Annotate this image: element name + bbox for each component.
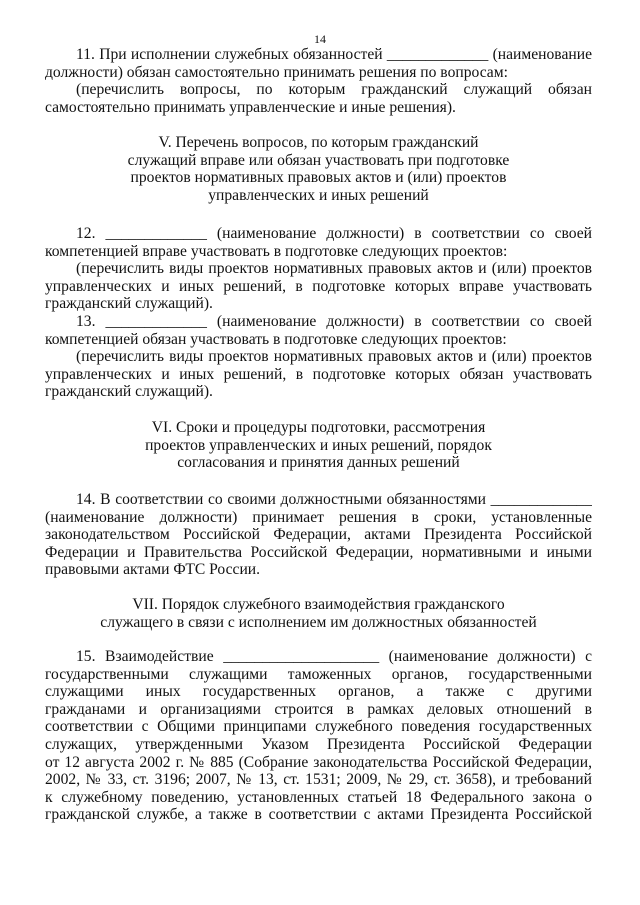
text-line: компетенцией вправе участвовать в подготовке следующих проектов: [45, 242, 508, 260]
text-line: 15. Взаимодействие ____________________ (наименование должности) с [76, 648, 592, 665]
text-line: 2002, № 33, ст. 3196; 2007, № 13, ст. 1531; 2009, № 29, ст. 3658), и требований [45, 771, 592, 789]
text-line: гражданской службе, а также в соответствии с актами Президента Российской [45, 806, 592, 824]
text-line: государственными служащими таможенных органов, государственными [45, 665, 592, 683]
text-line: гражданский служащий). [45, 383, 213, 401]
text-line: служащего в связи с исполнением им должностных обязанностей [100, 613, 537, 631]
paragraph [45, 46, 592, 116]
text-line: V. Перечень вопросов, по которым гражданский [158, 134, 479, 151]
text-line: VII. Порядок служебного взаимодействия гражданского [132, 596, 505, 613]
text-line: Федерации и Правительства Российской Федерации, нормативными и иными [45, 543, 592, 561]
section-heading [45, 596, 592, 631]
text-line: VI. Сроки и процедуры подготовки, рассмотрения [151, 419, 486, 436]
text-line: управленческих и иных решений, в подготовке которых обязан участвовать [45, 365, 592, 383]
section-heading [45, 419, 592, 472]
text-line: к служебному поведению, установленных статьей 18 Федерального закона о [45, 788, 592, 806]
text-line: согласования и принятия данных решений [177, 454, 460, 472]
text-line: гражданский служащий). [45, 295, 213, 313]
text-line: проектов нормативных правовых актов и (или) проектов [130, 169, 507, 187]
text-line: (наименование должности) принимает решения в сроки, установленные [45, 508, 592, 526]
page-number: 14 [314, 32, 326, 46]
text-line: должности) обязан самостоятельно принимать решения по вопросам: [45, 63, 508, 81]
section-heading [45, 134, 592, 204]
text-line: служащий вправе или обязан участвовать при подготовке [127, 151, 510, 169]
text-line: правовыми актами ФТС России. [45, 561, 261, 579]
text-line: служащими иных государственных органов, а также с другими [45, 683, 592, 701]
text-line: (перечислить виды проектов нормативных правовых актов и (или) проектов [76, 348, 592, 366]
text-line: 11. При исполнении служебных обязанностей _____________ (наименование [76, 46, 592, 63]
paragraph [45, 648, 592, 824]
text-line: служащих, утвержденными Указом Президента Российской Федерации [45, 735, 592, 753]
text-line: от 12 августа 2002 г. № 885 (Собрание законодательства Российской Федерации, [45, 753, 592, 771]
text-line: гражданами и организациями строится в рамках деловых отношений в [45, 700, 592, 718]
text-line: самостоятельно принимать управленческие и иные решения). [45, 98, 456, 116]
text-line: законодательством Российской Федерации, актами Президента Российской [45, 526, 592, 544]
text-line: 13. _____________ (наименование должности) в соответствии со своей [76, 312, 592, 330]
text-line: соответствии с Общими принципами служебного поведения государственных [45, 718, 592, 736]
text-line: управленческих и иных решений [208, 186, 429, 204]
text-line: управленческих и иных решений, в подготовке которых вправе участвовать [45, 277, 592, 295]
text-line: (перечислить вопросы, по которым гражданский служащий обязан [76, 81, 592, 99]
text-line: (перечислить виды проектов нормативных правовых актов и (или) проектов [76, 260, 592, 278]
text-line: компетенцией обязан участвовать в подготовке следующих проектов: [45, 330, 507, 348]
paragraph [45, 491, 592, 579]
text-line: проектов управленческих и иных решений, порядок [145, 436, 492, 454]
text-line: 12. _____________ (наименование должности) в соответствии со своей [76, 225, 592, 242]
text-line: 14. В соответствии со своими должностными обязанностями _____________ [76, 491, 592, 508]
paragraph [45, 225, 592, 401]
